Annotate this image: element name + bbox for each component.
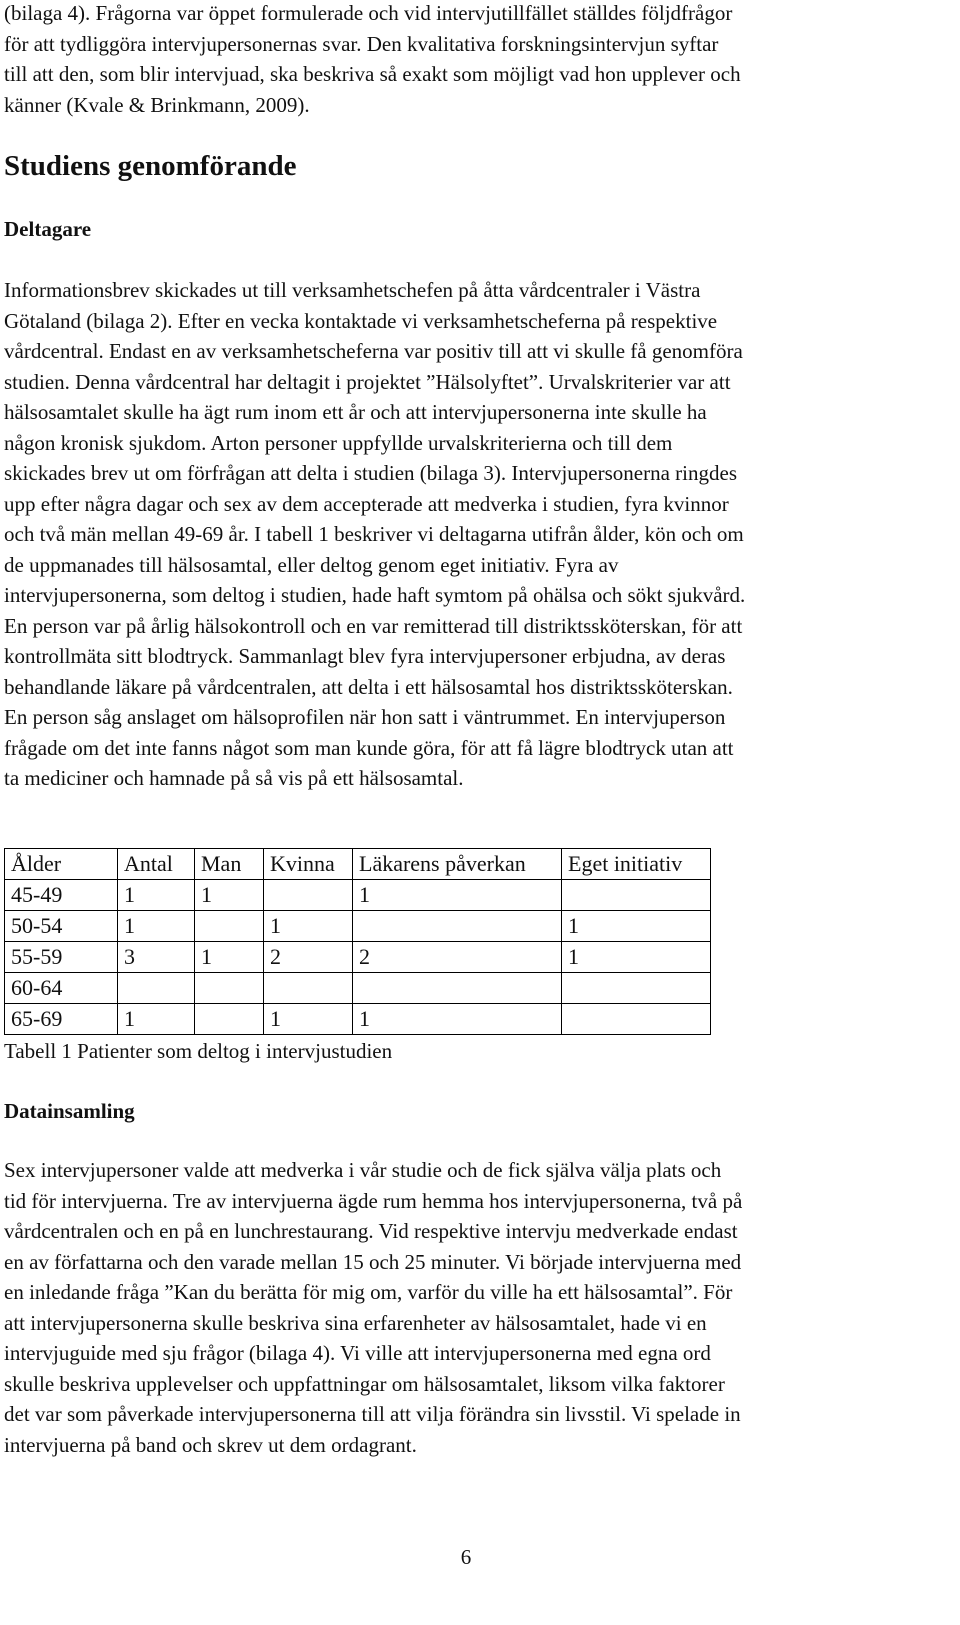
table-header-cell: Man <box>195 849 264 880</box>
table-row <box>5 942 711 973</box>
table-cell: 3 <box>118 942 195 973</box>
table-cell <box>562 973 711 1004</box>
datainsamling-paragraph <box>4 1155 954 1460</box>
table-cell: 1 <box>195 880 264 911</box>
table-header-cell: Läkarens påverkan <box>353 849 562 880</box>
subsection-title-datainsamling: Datainsamling <box>4 1099 135 1123</box>
text-line: upp efter några dagar och sex av dem accepterade att medverka i studien, fyra kvinnor <box>4 491 729 516</box>
text-line: Informationsbrev skickades ut till verksamhetschefen på åtta vårdcentraler i Västra <box>4 278 701 302</box>
table-header-row <box>5 849 711 880</box>
table-header-cell: Eget initiativ <box>562 849 711 880</box>
table-cell <box>562 1004 711 1035</box>
table-cell: 1 <box>562 911 711 942</box>
table-cell: 1 <box>118 1004 195 1035</box>
text-line: det var som påverkade intervjupersonerna till att vilja förändra sin livsstil. Vi spelade in <box>4 1402 741 1426</box>
text-line: hälsosamtalet skulle ha ägt rum inom ett år och att intervjupersonerna inte skulle ha <box>4 400 707 424</box>
text-line: att intervjupersonerna skulle beskriva sina erfarenheter av hälsosamtalet, hade vi en <box>4 1310 707 1335</box>
text-line: studien. Denna vårdcentral har deltagit i projektet ”Hälsolyftet”. Urvalskriterier var att <box>4 369 731 394</box>
text-line: skickades brev ut om förfrågan att delta i studien (bilaga 3). Intervjupersonerna ringdes <box>4 461 738 485</box>
intro-paragraph <box>4 0 954 120</box>
table-cell: 45-49 <box>5 880 118 911</box>
text-line: för att tydliggöra intervjupersonernas svar. Den kvalitativa forskningsintervjun syftar <box>4 31 719 56</box>
table-cell: 1 <box>195 942 264 973</box>
text-line: till att den, som blir intervjuad, ska beskriva så exakt som möjligt vad hon upplever och <box>4 62 741 86</box>
text-line: en av författarna och den varade mellan 15 och 25 minuter. Vi började intervjuerna med <box>4 1249 742 1274</box>
table-cell <box>195 973 264 1004</box>
text-line: känner (Kvale & Brinkmann, 2009). <box>4 92 310 117</box>
table-cell <box>195 911 264 942</box>
table-cell: 50-54 <box>5 911 118 942</box>
text-line: (bilaga 4). Frågorna var öppet formulerade och vid intervjutillfället ställdes följdfrågor <box>4 1 733 25</box>
participants-table <box>4 848 711 1035</box>
page-number: 6 <box>460 1545 472 1569</box>
table-header-cell: Ålder <box>5 849 118 880</box>
deltagare-paragraph <box>4 275 954 794</box>
text-line: intervjuerna på band och skrev ut dem ordagrant. <box>4 1432 417 1457</box>
text-line: skulle beskriva upplevelser och uppfattningar om hälsosamtalet, liksom vilka faktorer <box>4 1371 725 1396</box>
table-cell <box>118 973 195 1004</box>
text-line: vårdcentralen och en på en lunchrestaurang. Vid respektive intervju medverkade endast <box>4 1219 738 1243</box>
table-cell <box>264 973 353 1004</box>
table-caption: Tabell 1 Patienter som deltog i intervjustudien <box>4 1039 393 1063</box>
table-cell <box>195 1004 264 1035</box>
text-line: frågade om det inte fanns något som man kunde göra, för att få lägre blodtryck utan att <box>4 735 734 760</box>
table-cell: 65-69 <box>5 1004 118 1035</box>
text-line: Götaland (bilaga 2). Efter en vecka kontaktade vi verksamhetscheferna på respektive <box>4 308 718 333</box>
table-cell: 1 <box>264 911 353 942</box>
table-cell: 1 <box>118 911 195 942</box>
text-line: ta mediciner och hamnade på så vis på ett hälsosamtal. <box>4 766 464 790</box>
text-line: och två män mellan 49-69 år. I tabell 1 beskriver vi deltagarna utifrån ålder, kön och om <box>4 522 744 546</box>
table-row <box>5 880 711 911</box>
table-cell: 1 <box>118 880 195 911</box>
text-line: intervjupersonerna, som deltog i studien, hade haft symtom på ohälsa och sökt sjukvård. <box>4 583 746 607</box>
text-line: någon kronisk sjukdom. Arton personer uppfyllde urvalskriterierna och till dem <box>4 430 673 455</box>
table-row <box>5 911 711 942</box>
table-cell <box>353 911 562 942</box>
table-header-cell: Kvinna <box>264 849 353 880</box>
table-row <box>5 973 711 1004</box>
text-line: intervjuguide med sju frågor (bilaga 4). Vi ville att intervjupersonerna med egna ord <box>4 1341 711 1365</box>
section-title: Studiens genomförande <box>4 150 297 182</box>
text-line: En person var på årlig hälsokontroll och en var remitterad till distriktssköterskan, för att <box>4 613 743 638</box>
table-cell: 1 <box>353 1004 562 1035</box>
table-cell: 2 <box>353 942 562 973</box>
text-line: behandlande läkare på vårdcentralen, att delta i ett hälsosamtal hos distriktssköterskan. <box>4 674 733 699</box>
table-cell: 1 <box>353 880 562 911</box>
subsection-title-deltagare: Deltagare <box>4 217 92 241</box>
text-line: en inledande fråga ”Kan du berätta för mig om, varför du ville ha ett hälsosamtal”. För <box>4 1280 733 1304</box>
table-header-cell: Antal <box>118 849 195 880</box>
text-line: de uppmanades till hälsosamtal, eller deltog genom eget initiativ. Fyra av <box>4 552 619 577</box>
table-cell: 60-64 <box>5 973 118 1004</box>
text-line: Sex intervjupersoner valde att medverka i vår studie och de fick själva välja plats och <box>4 1158 722 1182</box>
table-cell <box>562 880 711 911</box>
table-cell: 55-59 <box>5 942 118 973</box>
table-row <box>5 1004 711 1035</box>
text-line: vårdcentral. Endast en av verksamhetscheferna var positiv till att vi skulle få genomföra <box>4 339 743 363</box>
table-cell: 1 <box>264 1004 353 1035</box>
table-cell <box>353 973 562 1004</box>
text-line: tid för intervjuerna. Tre av intervjuerna ägde rum hemma hos intervjupersonerna, två på <box>4 1188 743 1213</box>
table-cell: 1 <box>562 942 711 973</box>
text-line: kontrollmäta sitt blodtryck. Sammanlagt blev fyra intervjupersoner erbjudna, av deras <box>4 644 726 668</box>
table-cell: 2 <box>264 942 353 973</box>
text-line: En person såg anslaget om hälsoprofilen när hon satt i väntrummet. En intervjuperson <box>4 705 726 729</box>
table-cell <box>264 880 353 911</box>
